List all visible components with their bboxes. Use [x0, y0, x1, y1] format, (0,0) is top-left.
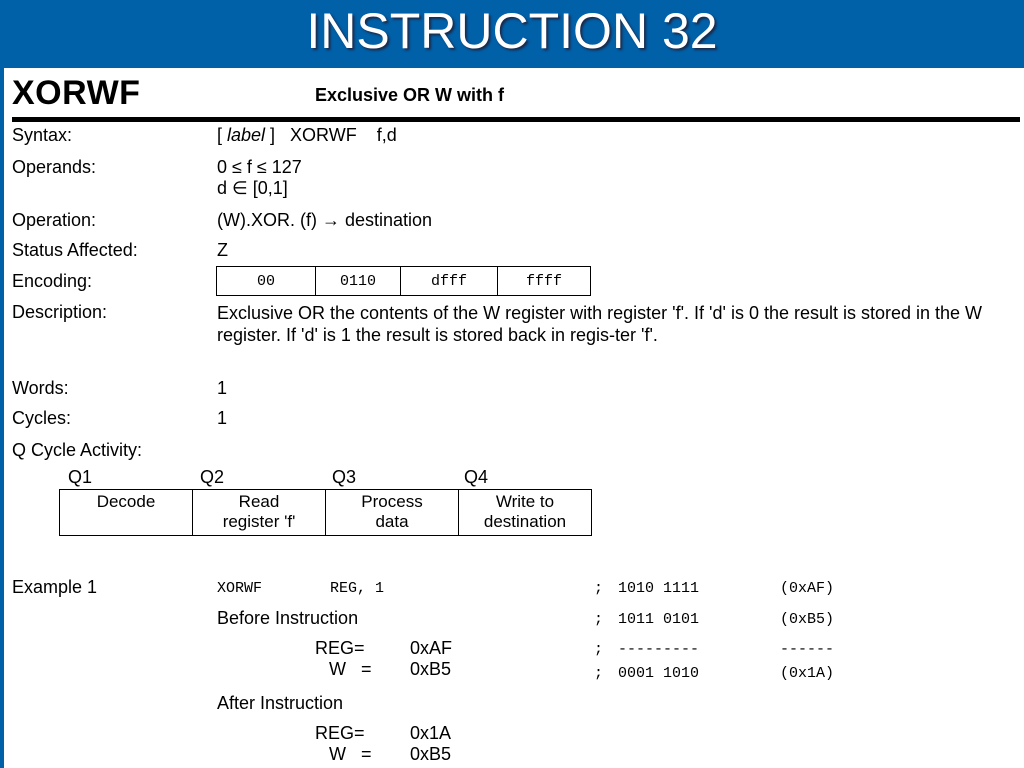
- comment-semicolon: ;: [594, 665, 604, 682]
- syntax-rest: ] XORWF f,d: [265, 125, 397, 145]
- syntax-label-word: label: [227, 125, 266, 145]
- instruction-mnemonic: XORWF: [12, 74, 141, 112]
- q-cell-line: destination: [483, 512, 567, 531]
- q-cell-line: Process: [361, 492, 423, 511]
- operands-label: Operands:: [12, 157, 97, 177]
- description-label: Description:: [12, 302, 108, 322]
- comment-hex: (0xAF): [780, 580, 835, 597]
- encoding-cell: ffff: [498, 267, 591, 296]
- words-label: Words:: [12, 378, 69, 398]
- example-code: XORWF: [217, 580, 263, 597]
- q-cell-line: register 'f': [222, 512, 296, 531]
- cycles-label: Cycles:: [12, 408, 72, 428]
- comment-hex: (0x1A): [780, 665, 835, 682]
- q-header: Q2: [200, 467, 225, 487]
- q-header: Q1: [68, 467, 93, 487]
- before-w-value: 0xB5: [410, 659, 452, 679]
- syntax-label: Syntax:: [12, 125, 73, 145]
- q-cell: [459, 490, 592, 536]
- instruction-heading: Exclusive OR W with f: [315, 85, 505, 105]
- encoding-cell: 0110: [316, 267, 401, 296]
- description-text: Exclusive OR the contents of the W register with register 'f'. If 'd' is 0 the result is stored in the W register. If 'd' is 1 the result is stored back in regis-ter 'f'.: [217, 303, 983, 345]
- after-w-value: 0xB5: [410, 744, 452, 764]
- heading-rule: [12, 117, 1020, 122]
- encoding-cell: dfff: [401, 267, 498, 296]
- q-header: Q3: [332, 467, 357, 487]
- comment-bits: ---------: [618, 641, 700, 658]
- after-instruction-label: After Instruction: [217, 693, 344, 713]
- encoding-label: Encoding:: [12, 271, 93, 291]
- comment-hex: ------: [780, 641, 835, 658]
- encoding-table: [216, 266, 591, 296]
- before-instruction-label: Before Instruction: [217, 608, 359, 628]
- after-w-label: W =: [329, 744, 372, 764]
- comment-hex: (0xB5): [780, 611, 835, 628]
- slide-title: INSTRUCTION 32: [306, 3, 718, 59]
- q-cell: [193, 490, 326, 536]
- q-cell-line: data: [375, 512, 409, 531]
- syntax-value: [217, 125, 397, 146]
- q-cell-line: Read: [238, 492, 280, 511]
- after-reg-value: 0x1A: [410, 723, 452, 743]
- after-reg-label: REG=: [315, 723, 365, 743]
- q-cycle-table: [59, 489, 592, 536]
- q-cell: [326, 490, 459, 536]
- operands-line1: 0 ≤ f ≤ 127: [217, 157, 302, 177]
- datasheet-page: [4, 68, 1024, 768]
- comment-bits: 0001 1010: [618, 665, 700, 682]
- status-label: Status Affected:: [12, 240, 138, 260]
- before-reg-value: 0xAF: [410, 638, 453, 658]
- before-w-label: W =: [329, 659, 372, 679]
- status-value: Z: [217, 240, 228, 260]
- operation-label: Operation:: [12, 210, 97, 230]
- q-cell: [60, 490, 193, 536]
- q-cycle-label: Q Cycle Activity:: [12, 440, 143, 460]
- example-args: REG, 1: [330, 580, 385, 597]
- words-value: 1: [217, 378, 228, 398]
- before-reg-label: REG=: [315, 638, 365, 658]
- q-cell-line: Decode: [96, 492, 156, 511]
- operands-line2: d ∈ [0,1]: [217, 178, 288, 198]
- syntax-bracket-open: [: [217, 125, 228, 145]
- comment-semicolon: ;: [594, 641, 604, 658]
- example-label: Example 1: [12, 577, 98, 597]
- q-cell-line: Write to: [495, 492, 555, 511]
- comment-bits: 1011 0101: [618, 611, 700, 628]
- encoding-cell: 00: [217, 267, 316, 296]
- operation-value: (W).XOR. (f) → destination: [217, 210, 433, 230]
- comment-bits: 1010 1111: [618, 580, 700, 597]
- comment-semicolon: ;: [594, 611, 604, 628]
- comment-semicolon: ;: [594, 580, 604, 597]
- q-header: Q4: [464, 467, 489, 487]
- cycles-value: 1: [217, 408, 228, 428]
